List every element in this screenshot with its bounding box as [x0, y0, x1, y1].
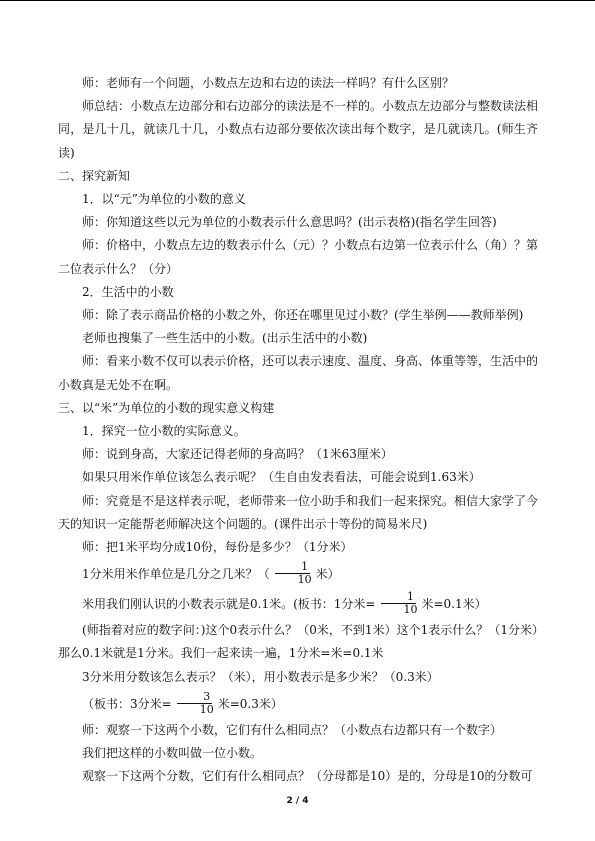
paragraph: 师：看来小数不仅可以表示价格，还可以表示速度、温度、身高、体重等等，生活中的小数真是无处不在啊。 — [58, 354, 539, 392]
fraction-denominator: 10 — [297, 573, 312, 587]
section-heading: 二、探究新知 — [58, 168, 131, 183]
paragraph: 师总结：小数点左边部分和右边部分的读法是不一样的。小数点左边部分与整数读法相同，是几十几，就读几十几，小数点右边部分要依次读出每个数字，是几就读几。(师生齐读) — [58, 99, 539, 160]
paragraph: 师：价格中，小数点左边的数表示什么（元）？小数点右边第一位表示什么（角）？第二位表示什么？（分） — [58, 238, 539, 276]
document-body — [58, 72, 538, 788]
fraction-line-text: （板书：3分米= — [82, 696, 172, 711]
fraction — [272, 561, 314, 586]
paragraph: 师：说到身高，大家还记得老师的身高吗？（1米63厘米） — [82, 447, 393, 462]
subsection-heading: 2．生活中的小数 — [82, 284, 174, 299]
fraction-denominator: 10 — [199, 702, 214, 716]
paragraph: 师：究竟是不是这样表示呢，老师带来一位小助手和我们一起来探究。相信大家学了今天的知识一定能帮老师解决这个问题的。(课件出示十等份的简易米尺) — [58, 493, 539, 531]
paragraph: 师：老师有一个问题，小数点左边和右边的读法一样吗？有什么区别？ — [82, 76, 455, 90]
paragraph: 我们把这样的小数叫做一位小数。 — [82, 746, 263, 761]
paragraph: 如果只用米作单位该怎么表示呢？（生自由发表看法，可能会说到1.63米） — [82, 470, 481, 485]
subsection-heading: 1．探究一位小数的实际意义。 — [82, 424, 246, 439]
fraction-line-text: 米=0.3米） — [217, 696, 283, 711]
fraction-line — [58, 689, 538, 719]
fraction-denominator: 10 — [403, 603, 418, 617]
fraction-numerator: 1 — [381, 591, 416, 604]
page-top-border — [0, 0, 595, 1]
fraction-line — [58, 589, 538, 619]
fraction-line-text: 米） — [315, 567, 340, 582]
paragraph: (师指着对应的数字问：)这个0表示什么？（0米，不到1米）这个1表示什么？（1分米）那么0.1米就是1分米。我们一起来读一遍，1分米=米=0.1米 — [58, 623, 538, 661]
paragraph: 3分米用分数该怎么表示？（米），用小数表示是多少米？（0.3米） — [82, 669, 439, 684]
paragraph: 师：除了表示商品价格的小数之外，你还在哪里见过小数？(学生举例——教师举例) — [82, 308, 524, 323]
fraction-numerator: 3 — [177, 691, 212, 704]
paragraph: 师：你知道这些以元为单位的小数表示什么意思吗？(出示表格)(指名学生回答) — [82, 215, 497, 230]
paragraph: 师：把1米平均分成10份，每份是多少？（1分米） — [82, 540, 353, 555]
paragraph: 观察一下这两个分数，它们有什么相同点？（分母都是10）是的，分母是10的分数可 — [82, 769, 533, 784]
fraction — [174, 691, 216, 716]
paragraph: 老师也搜集了一些生活中的小数。(出示生活中的小数) — [82, 331, 368, 346]
section-heading: 三、以“米”为单位的小数的现实意义构建 — [58, 400, 275, 415]
fraction — [377, 591, 419, 616]
paragraph: 师：观察一下这两个小数，它们有什么相同点？（小数点右边都只有一个数字） — [82, 722, 503, 737]
fraction-line-text: 米用我们刚认识的小数表示就是0.1米。(板书：1分米= — [82, 597, 376, 612]
page-number: 2 / 4 — [286, 796, 309, 806]
subsection-heading: 1．以“元”为单位的小数的意义 — [82, 192, 246, 207]
fraction-line — [58, 559, 538, 589]
fraction-line-text: 米=0.1米） — [421, 597, 487, 612]
fraction-numerator: 1 — [275, 561, 310, 574]
fraction-line-text: 1分米用米作单位是几分之几米？（ — [82, 567, 270, 582]
